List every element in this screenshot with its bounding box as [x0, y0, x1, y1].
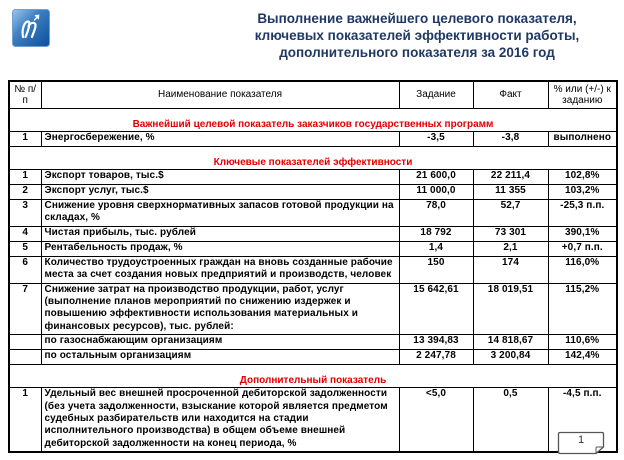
section-title: Важнейший целевой показатель заказчиков государственных программ: [132, 119, 494, 130]
table-row: [9, 241, 617, 256]
fact-value: 73 301: [473, 226, 548, 241]
column-header-4: % или (+/-) к заданию: [548, 81, 617, 109]
plan-value: 1,4: [399, 241, 473, 256]
pct-to-plan-value: 110,6%: [548, 335, 617, 350]
row-number: 1: [9, 132, 41, 147]
indicator-name: Снижение затрат на производство продукции, работ, услуг (выполнение планов мероприятий по снижению издержек и повышению эффективности использования материальных и финансовых ресурсов), тыс. рублей:: [41, 283, 399, 335]
pct-to-plan-value: выполнено: [548, 132, 617, 147]
fact-value: 14 818,67: [473, 335, 548, 350]
row-number: 1: [9, 170, 41, 185]
indicator-name: по газоснабжающим организациям: [41, 335, 399, 350]
row-number: [9, 350, 41, 365]
table-row: [9, 185, 617, 200]
section-row: [9, 365, 617, 388]
plan-value: 15 642,61: [399, 283, 473, 335]
page-number-box: [557, 431, 605, 455]
page-number: 1: [577, 434, 585, 446]
table-row: [9, 226, 617, 241]
pct-to-plan-value: 142,4%: [548, 350, 617, 365]
column-header-3: Факт: [473, 81, 548, 109]
fact-value: 2,1: [473, 241, 548, 256]
table-row: [9, 132, 617, 147]
row-number: 2: [9, 185, 41, 200]
indicator-name: по остальным организациям: [41, 350, 399, 365]
section-row: [9, 109, 617, 132]
pct-to-plan-value: +0,7 п.п.: [548, 241, 617, 256]
pct-to-plan-value: -4,5 п.п.: [548, 388, 617, 453]
section-row: [9, 147, 617, 170]
pct-to-plan-value: 390,1%: [548, 226, 617, 241]
row-number: 5: [9, 241, 41, 256]
pct-to-plan-value: -25,3 п.п.: [548, 200, 617, 227]
fact-value: 22 211,4: [473, 170, 548, 185]
table-row: [9, 350, 617, 365]
pct-to-plan-value: 102,8%: [548, 170, 617, 185]
indicator-name: Энергосбережение, %: [41, 132, 399, 147]
row-number: 6: [9, 256, 41, 283]
plan-value: -3,5: [399, 132, 473, 147]
table-header-row: [9, 81, 617, 109]
page-title-line-1: Выполнение важнейшего целевого показателя,: [257, 11, 577, 26]
row-number: 1: [9, 388, 41, 453]
row-number: 7: [9, 283, 41, 335]
plan-value: 2 247,78: [399, 350, 473, 365]
table-row: [9, 200, 617, 227]
fact-value: -3,8: [473, 132, 548, 147]
row-number: [9, 335, 41, 350]
indicator-name: Чистая прибыль, тыс. рублей: [41, 226, 399, 241]
plan-value: 21 600,0: [399, 170, 473, 185]
table-row: [9, 335, 617, 350]
fact-value: 0,5: [473, 388, 548, 453]
plan-value: 150: [399, 256, 473, 283]
page-title-line-3: дополнительного показателя за 2016 год: [279, 45, 555, 60]
row-number: 4: [9, 226, 41, 241]
fact-value: 52,7: [473, 200, 548, 227]
page-title: [216, 10, 618, 61]
column-header-0: № п/п: [9, 81, 41, 109]
section-title: Ключевые показателей эффективности: [213, 157, 413, 168]
column-header-1: Наименование показателя: [41, 81, 399, 109]
table-row: [9, 256, 617, 283]
plan-value: 13 394,83: [399, 335, 473, 350]
plan-value: 11 000,0: [399, 185, 473, 200]
column-header-2: Задание: [399, 81, 473, 109]
indicator-name: Удельный вес внешней просроченной дебиторской задолженности (без учета задолженности, взыскание которой является предметом судебных разбирательств или находится на стадии исполнительного производства) в общем объеме внешней дебиторской задолженности на конец периода, %: [41, 388, 399, 453]
indicators-table: [8, 80, 618, 453]
fact-value: 174: [473, 256, 548, 283]
plan-value: 78,0: [399, 200, 473, 227]
fact-value: 11 355: [473, 185, 548, 200]
section-title: Дополнительный показатель: [239, 375, 387, 387]
company-logo-icon: [12, 9, 50, 47]
pct-to-plan-value: 103,2%: [548, 185, 617, 200]
plan-value: <5,0: [399, 388, 473, 453]
row-number: 3: [9, 200, 41, 227]
pct-to-plan-value: 116,0%: [548, 256, 617, 283]
table-row: [9, 283, 617, 335]
table-row: [9, 170, 617, 185]
plan-value: 18 792: [399, 226, 473, 241]
table-row: [9, 388, 617, 453]
indicator-name: Рентабельность продаж, %: [41, 241, 399, 256]
fact-value: 18 019,51: [473, 283, 548, 335]
page-title-line-2: ключевых показателей эффективности работы,: [254, 28, 580, 43]
indicator-name: Количество трудоустроенных граждан на вновь созданные рабочие места за счет создания новых предприятий и производств, человек: [41, 256, 399, 283]
fact-value: 3 200,84: [473, 350, 548, 365]
pct-to-plan-value: 115,2%: [548, 283, 617, 335]
indicator-name: Экспорт товаров, тыс.$: [41, 170, 399, 185]
indicator-name: Экспорт услуг, тыс.$: [41, 185, 399, 200]
indicator-name: Снижение уровня сверхнормативных запасов готовой продукции на складах, %: [41, 200, 399, 227]
